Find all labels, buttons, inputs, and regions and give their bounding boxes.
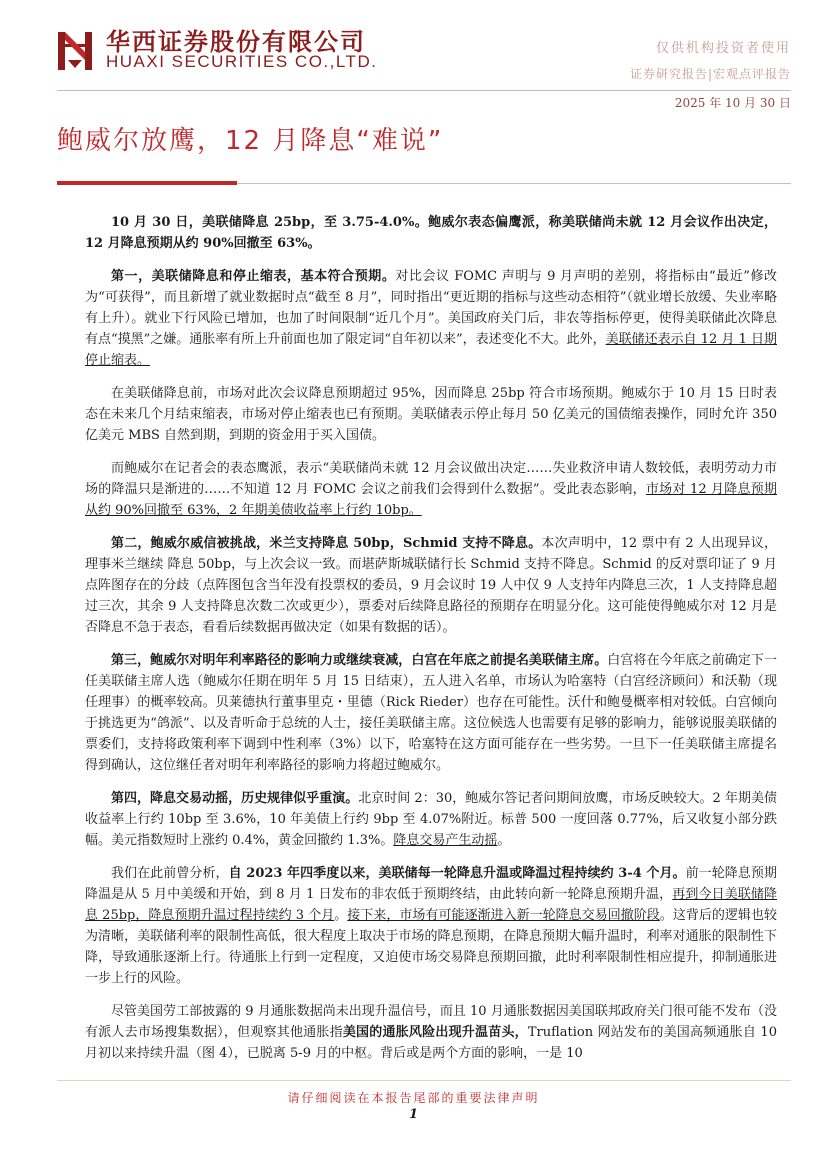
report-date: 2025 年 10 月 30 日 [674, 96, 791, 110]
cycle-text-a: 我们在此前曾分析， [111, 866, 229, 881]
title-underline-accent [57, 181, 237, 185]
point-four-lead: 第四，降息交易动摇，历史规律似乎重演。 [111, 791, 359, 806]
paragraph-point-one [85, 266, 777, 371]
report-type: 证券研究报告|宏观点评报告 [629, 67, 791, 81]
report-title: 鲍威尔放鹰，12 月降息“难说” [57, 126, 444, 156]
paragraph-press-conference [85, 458, 777, 521]
company-logo-icon [58, 30, 92, 70]
paragraph-inflation-risk [85, 1001, 777, 1064]
summary-text: 10 月 30 日，美联储降息 25bp，至 3.75-4.0%。鲍威尔表态偏鹰派，称美联储尚未就 12 月会议作出决定，12 月降息预期从约 90%回撤至 63%。 [85, 215, 777, 251]
header-divider [57, 90, 791, 91]
paragraph-market-expectation [85, 383, 777, 446]
press-conference-highlight: 市场对 12 月降息预期从约 90%回撤至 63%，2 年期美债收益率上行约 10bp。 [85, 482, 777, 518]
company-name-en: HUAXI SECURITIES CO.,LTD. [106, 52, 378, 71]
cycle-text-c: 。 [334, 908, 348, 923]
inflation-text-b: Truflation 网站发布的美国高频通胀自 10 月初以来持续升温（图 4），已脱离 5-9 月的中枢。背后或是两个方面的影响，一是 10 [85, 1025, 777, 1061]
cycle-text-b: 前一轮降息预期降温是从 5 月中美缓和开始，到 8 月 1 日发布的非农低于预期终结，由此转向新一轮降息预期升温， [85, 866, 777, 902]
summary-paragraph [85, 212, 777, 254]
point-four-end: 。 [497, 833, 511, 848]
report-body [85, 212, 777, 1064]
paragraph-point-three [85, 650, 777, 776]
footer-divider [57, 1080, 791, 1081]
point-three-lead: 第三，鲍威尔对明年利率路径的影响力或继续衰减，白宫在年底之前提名美联储主席。 [111, 653, 608, 668]
point-two-text: 本次声明中，12 票中有 2 人出现异议，理事米兰继续 降息 50bp，与上次会议一致。而堪萨斯城联储行长 Schmid 支持不降息。Schmid 的反对票印证了 9 月点阵图存在的分歧（点阵图包含当年没有投票权的委员，9 月会议时 19 人中仅 9 人支持年内降息三次，1 人支持降息超过三次，其余 9 人支持降息次数二次或更少），票委对后续降息路径的预期存在明显分化。这可能使得鲍威尔对 12 月是否降息不急于表态，看看后续数据再做决定（如果有数据的话）。 [85, 536, 777, 635]
paragraph-point-two [85, 533, 777, 638]
audience-notice: 仅供机构投资者使用 [655, 41, 791, 56]
cycle-text-d: 。这背后的逻辑也较为清晰，美联储利率的限制性高低，很大程度上取决于市场的降息预期，在降息预期大幅升温时，利率对通胀的限制性下降，导致通胀逐渐上行。待通胀上行到一定程度，又迫使市场交易降息预期回撤，此时利率限制性相应提升，抑制通胀进一步上行的风险。 [85, 908, 777, 986]
point-two-lead: 第二，鲍威尔威信被挑战，米兰支持降息 50bp，Schmid 支持不降息。 [111, 536, 542, 551]
point-one-lead: 第一，美联储降息和停止缩表，基本符合预期。 [111, 269, 396, 284]
point-four-text: 北京时间 2：30，鲍威尔答记者问期间放鹰，市场反映较大。2 年期美债收益率上行约 10bp 至 3.6%，10 年美债上行约 9bp 至 4.07%附近。标普 500 一度回落 0.77%，后又收复小部分跌幅。美元指数短时上涨约 0.4%，黄金回撤约 1.3%。 [85, 791, 777, 848]
point-three-text: 白宫将在今年底之前确定下一任美联储主席人选（鲍威尔任期在明年 5 月 15 日结束），五人进入名单，市场认为哈塞特（白宫经济顾问）和沃勒（现任理事）的概率较高。贝莱德执行董事里克・里德（Rick Rieder）也存在可能性。沃什和鲍曼概率相对较低。白宫倾向于挑选更为“鸽派”、以及青听命于总统的人士，接任美联储主席。这位候选人也需要有足够的影响力，能够说服美联储的票委们，支持将政策利率下调到中性利率（3%）以下，哈塞特在这方面可能存在一些劣势。一旦下一任美联储主席提名得到确认，这位继任者对明年利率路径的影响力将超过鲍威尔。 [85, 653, 777, 773]
cycle-key-finding: 自 2023 年四季度以来，美联储每一轮降息升温或降温过程持续约 3-4 个月。 [228, 866, 686, 881]
point-four-highlight: 降息交易产生动摇 [393, 833, 498, 848]
press-conference-text: 而鲍威尔在记者会的表态鹰派，表示“美联储尚未就 12 月会议做出决定……失业救济申请人数较低，表明劳动力市场的降温只是渐进的……不知道 12 月 FOMC 会议之前我们会得到什么数据”。受此表态影响， [85, 461, 777, 497]
paragraph-cycle-analysis [85, 863, 777, 989]
paragraph-point-four [85, 788, 777, 851]
company-name-cn: 华西证券股份有限公司 [106, 28, 366, 56]
inflation-key-finding: 美国的通胀风险出现升温苗头， [342, 1025, 528, 1040]
cycle-highlight-two: 接下来，市场有可能逐渐进入新一轮降息交易回撤阶段 [347, 908, 660, 923]
cycle-highlight-one: 再到今日美联储降息 25bp，降息预期升温过程持续约 3 个月 [85, 887, 777, 923]
title-underline [237, 183, 791, 184]
inflation-text-a: 尽管美国劳工部披露的 9 月通胀数据尚未出现升温信号，而且 10 月通胀数据因美国联邦政府关门很可能不发布（没有派人去市场搜集数据），但观察其他通胀指 [85, 1004, 777, 1040]
point-one-highlight: 美联储还表示自 12 月 1 日期停止缩表。 [85, 332, 777, 368]
market-expectation-text: 在美联储降息前，市场对此次会议降息预期超过 95%，因而降息 25bp 符合市场预期。鲍威尔于 10 月 15 日时表态在未来几个月结束缩表，市场对停止缩表也已有预期。美联储表示停止每月 50 亿美元的国债缩表操作，同时允许 350 亿美元 MBS 自然到期，到期的资金用于买入国债。 [85, 386, 777, 443]
point-one-text: 对比会议 FOMC 声明与 9 月声明的差别，将指标由“最近”修改为“可获得”，而且新增了就业数据时点“截至 8 月”，同时指出“更近期的指标与这些动态相符”（就业增长放缓、失业率略有上升）。就业下行风险已增加，也加了时间限制“近几个月”。美国政府关门后，非农等指标停更，使得美联储此次降息有点“摸黑”之嫌。通胀率有所上升前面也加了限定词“自年初以来”，表述变化不大。此外， [85, 269, 777, 347]
legal-notice: 请仔细阅读在本报告尾部的重要法律声明 [287, 1091, 540, 1105]
page-number: 1 [408, 1107, 419, 1122]
